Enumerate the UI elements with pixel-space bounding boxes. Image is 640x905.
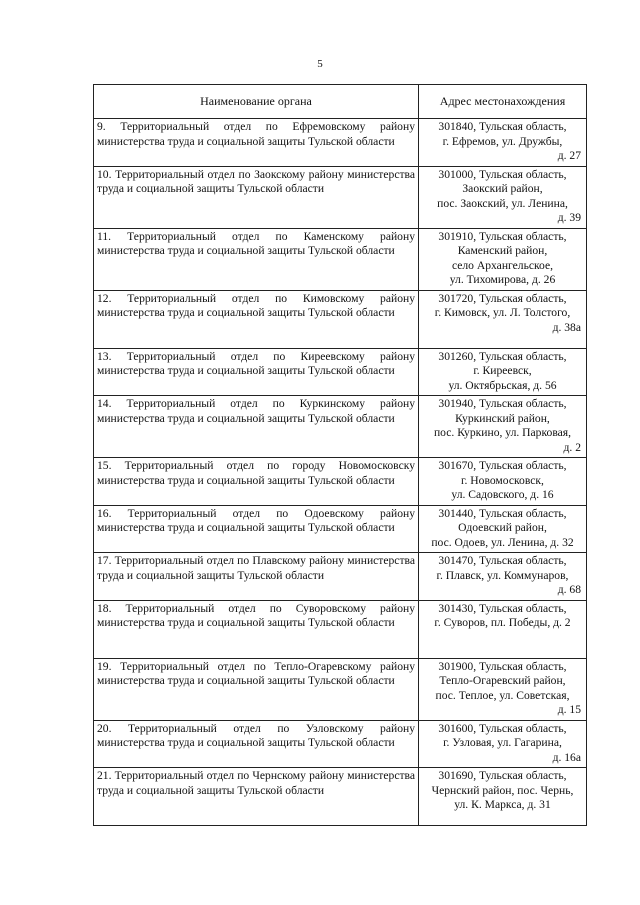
address-cell [419,290,587,348]
address-cell [419,600,587,658]
address-line: д. 2 [563,440,581,454]
table-row [94,553,587,601]
organs-table [93,84,587,826]
address-line: пос. Теплое, ул. Советская, [435,688,570,702]
page-number: 5 [317,58,323,70]
organ-name-cell: 17. Территориальный отдел по Плавскому району министерства труда и социальной защиты Тульской области [94,553,419,601]
table-row [94,119,587,167]
table-row [94,166,587,228]
column-header-address: Адрес местонахождения [419,85,587,119]
address-line: г. Узловая, ул. Гагарина, [443,736,562,749]
table-row [94,658,587,720]
address-line: Каменский район, [457,244,548,257]
organ-name-cell: 15. Территориальный отдел по городу Новомосковску министерства труда и социальной защиты Тульской области [94,458,419,506]
address-line: Чернский район, пос. Чернь, [431,783,574,797]
address-line: пос. Заокский, ул. Ленина, [437,196,568,210]
address-line: Куркинский район, [455,411,550,425]
column-header-name: Наименование органа [94,85,419,119]
address-line: г. Новомосковск, [461,473,544,487]
address-line: 301470, Тульская область, [438,554,567,567]
address-line: Заокский район, [462,182,543,195]
table-row [94,290,587,348]
address-line: 301600, Тульская область, [438,721,567,735]
organ-name-cell: 21. Территориальный отдел по Чернскому району министерства труда и социальной защиты Тульской области [94,768,419,826]
table-row [94,396,587,458]
address-cell [419,119,587,167]
address-cell [419,553,587,601]
address-line: село Архангельское, [451,258,554,272]
address-line: д. 15 [557,703,581,716]
address-line: г. Суворов, пл. Победы, д. 2 [434,616,571,629]
organ-name-cell: 16. Территориальный отдел по Одоевскому району министерства труда и социальной защиты Тульской области [94,505,419,553]
address-line: 301670, Тульская область, [438,459,567,472]
table-row [94,348,587,396]
address-line: 301690, Тульская область, [438,769,567,782]
address-cell [419,768,587,826]
address-line: д. 39 [557,211,581,224]
address-line: ул. К. Маркса, д. 31 [454,798,551,811]
address-cell [419,658,587,720]
address-line: пос. Куркино, ул. Парковая, [433,426,572,439]
organ-name-cell: 20. Территориальный отдел по Узловскому району министерства труда и социальной защиты Тульской области [94,720,419,768]
address-line: г. Кимовск, ул. Л. Толстого, [434,306,571,319]
address-cell [419,348,587,396]
address-line: 301910, Тульская область, [438,229,567,243]
address-line: 301430, Тульская область, [438,601,567,615]
address-line: ул. Садовского, д. 16 [451,488,554,501]
address-cell [419,166,587,228]
address-cell [419,505,587,553]
address-line: 301900, Тульская область, [438,659,567,673]
address-line: 301260, Тульская область, [438,349,567,363]
table-header-row [94,85,587,119]
table-row [94,505,587,553]
address-line: Одоевский район, [458,521,547,534]
address-line: 301720, Тульская область, [438,291,567,305]
address-line: пос. Одоев, ул. Ленина, д. 32 [431,535,574,549]
organ-name-cell: 10. Территориальный отдел по Заокскому району министерства труда и социальной защиты Тульской области [94,166,419,228]
address-line: д. 68 [557,583,581,596]
organ-name-cell: 11. Территориальный отдел по Каменскому району министерства труда и социальной защиты Тульской области [94,228,419,290]
address-line: г. Плавск, ул. Коммунаров, [436,568,569,582]
address-cell [419,396,587,458]
organ-name-cell: 9. Территориальный отдел по Ефремовскому району министерства труда и социальной защиты Тульской области [94,119,419,167]
table-row [94,458,587,506]
organ-name-cell: 14. Территориальный отдел по Куркинскому району министерства труда и социальной защиты Тульской области [94,396,419,458]
table-row [94,768,587,826]
organ-name-cell: 12. Территориальный отдел по Кимовскому району министерства труда и социальной защиты Тульской области [94,290,419,348]
address-line: 301840, Тульская область, [438,120,567,133]
address-line: г. Киреевск, [473,364,532,377]
address-line: Тепло-Огаревский район, [439,674,566,687]
table-row [94,228,587,290]
address-line: 301440, Тульская область, [438,506,567,520]
address-line: ул. Октябрьская, д. 56 [448,378,557,392]
organ-name-cell: 13. Территориальный отдел по Киреевскому району министерства труда и социальной защиты Тульской области [94,348,419,396]
organ-name-cell: 19. Территориальный отдел по Тепло-Огаревскому району министерства труда и социальной защиты Тульской области [94,658,419,720]
address-cell [419,720,587,768]
address-line: ул. Тихомирова, д. 26 [449,273,556,286]
address-cell [419,228,587,290]
table-row [94,600,587,658]
address-line: 301000, Тульская область, [438,167,567,181]
address-line: д. 27 [557,149,581,162]
address-line: д. 16а [552,750,581,764]
address-line: г. Ефремов, ул. Дружбы, [442,134,563,148]
address-line: д. 38а [552,320,581,334]
table-row [94,720,587,768]
address-cell [419,458,587,506]
organ-name-cell: 18. Территориальный отдел по Суворовскому району министерства труда и социальной защиты Тульской области [94,600,419,658]
address-line: 301940, Тульская область, [438,397,567,410]
